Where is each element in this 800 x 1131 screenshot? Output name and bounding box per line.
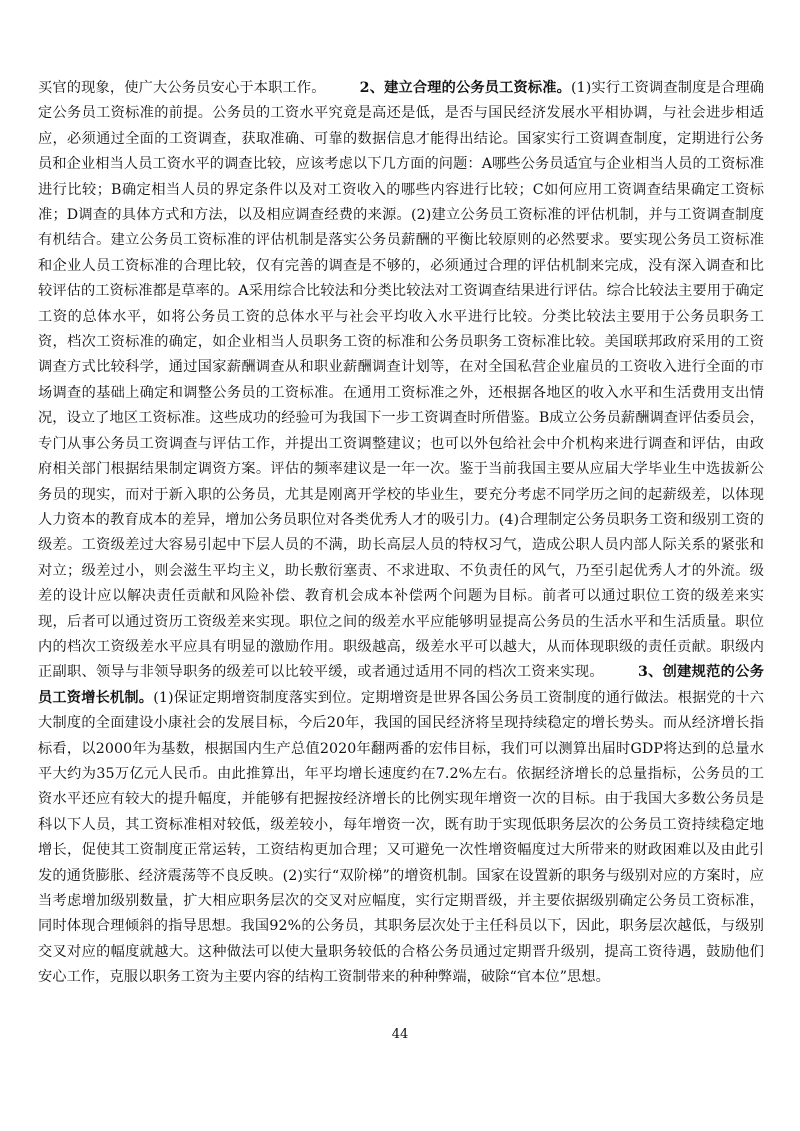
body-paragraph [38, 76, 764, 991]
text-segment-1: 买官的现象，使广大公务员安心于本职工作。 [38, 80, 326, 96]
section-heading-3: 3、创建规范的公务员工资增长机制。 [38, 664, 764, 706]
page-number: 44 [391, 1027, 409, 1042]
text-segment-5: (1)保证定期增资制度落实到位。定期增资是世界各国公务员工资制度的通行做法。根据党的十六大制度的全面建设小康社会的发展目标，今后20年，我国的国民经济将呈现持续稳定的增长势头。而从经济增长指标看，以2000年为基数，根据国内生产总值2020年翻两番的宏伟目标，我们可以测算出届时GDP将达到的总量水平大约为35万亿元人民币。由此推算出，年平均增长速度约在7.2%左右。依据经济增长的总量指标，公务员的工资水平还应有较大的提升幅度，并能够有把握按经济增长的比例实现年增资一次的目标。由于我国大多数公务员是科以下人员，其工资标准相对较低，级差较小，每年增资一次，既有助于实现低职务层次的公务员工资持续稳定地增长，促使其工资制度正常运转，工资结构更加合理；又可避免一次性增资幅度过大所带来的财政困难以及由此引发的通货膨胀、经济震荡等不良反映。(2)实行“双阶梯”的增资机制。国家在设置新的职务与级别对应的方案时，应当考虑增加级别数量，扩大相应职务层次的交叉对应幅度，实行定期晋级，并主要依据级别确定公务员工资标准，同时体现合理倾斜的指导思想。我国92%的公务员，其职务层次处于主任科员以下，因此，职务层次越低，与级别交叉对应的幅度就越大。这种做法可以使大量职务较低的合格公务员通过定期晋升级别，提高工资待遇，鼓励他们安心工作，克服以职务工资为主要内容的结构工资制带来的种种弊端，破除“官本位”思想。 [38, 689, 764, 986]
section-heading-2: 2、建立合理的公务员工资标准。 [359, 80, 572, 96]
text-segment-3: (1)实行工资调查制度是合理确定公务员工资标准的前提。公务员的工资水平究竟是高还是低，是否与国民经济发展水平相协调，与社会进步相适应，必须通过全面的工资调查，获取准确、可靠的数据信息才能得出结论。国家实行工资调查制度，定期进行公务员和企业相当人员工资水平的调查比较，应该考虑以下几方面的问题：A哪些公务员适宜与企业相当人员的工资标准进行比较；B确定相当人员的界定条件以及对工资收入的哪些内容进行比较；C如何应用工资调查结果确定工资标准；D调查的具体方式和方法，以及相应调查经费的来源。(2)建立公务员工资标准的评估机制，并与工资调查制度有机结合。建立公务员工资标准的评估机制是落实公务员薪酬的平衡比较原则的必然要求。要实现公务员工资标准和企业人员工资标准的合理比较，仅有完善的调查是不够的，必须通过合理的评估机制来完成，没有深入调查和比较评估的工资标准都是草率的。A采用综合比较法和分类比较法对工资调查结果进行评估。综合比较法主要用于确定工资的总体水平，如将公务员工资的总体水平与社会平均收入水平进行比较。分类比较法主要用于公务员职务工资，档次工资标准的确定，如企业相当人员职务工资的标准和公务员职务工资标准比较。美国联邦政府采用的工资调查方式比较科学，通过国家薪酬调查从和职业薪酬调查计划等，在对全国私营企业雇员的工资收入进行全面的市场调查的基础上确定和调整公务员的工资标准。在通用工资标准之外，还根据各地区的收入水平和生活费用支出情况，设立了地区工资标准。这些成功的经验可为我国下一步工资调查时所借鉴。B成立公务员薪酬调查评估委员会，专门从事公务员工资调查与评估工作，并提出工资调整建议；也可以外包给社会中介机构来进行调查和评估，由政府相关部门根据结果制定调资方案。评估的频率建议是一年一次。鉴于当前我国主要从应届大学毕业生中选拔新公务员的现实，而对于新入职的公务员，尤其是刚离开学校的毕业生，要充分考虑不同学历之间的起薪级差，以体现人力资本的教育成本的差异，增加公务员职位对各类优秀人才的吸引力。(4)合理制定公务员职务工资和级别工资的级差。工资级差过大容易引起中下层人员的不满，助长高层人员的特权习气，造成公职人员内部人际关系的紧张和对立；级差过小，则会滋生平均主义，助长敷衍塞责、不求进取、不负责任的风气，乃至引起优秀人才的外流。级差的设计应以解决责任贡献和风险补偿、教育机会成本补偿两个问题为目标。前者可以通过职位工资的级差来实现，后者可以通过资历工资级差来实现。职位之间的级差水平应能够明显提高公务员的生活水平和生活质量。职位内的档次工资级差水平应具有明显的激励作用。职级越高，级差水平可以越大，从而体现职级的责任贡献。职级内正副职、领导与非领导职务的级差可以比较平缓，或者通过适用不同的档次工资来实现。 [38, 80, 764, 681]
document-body [38, 76, 764, 991]
